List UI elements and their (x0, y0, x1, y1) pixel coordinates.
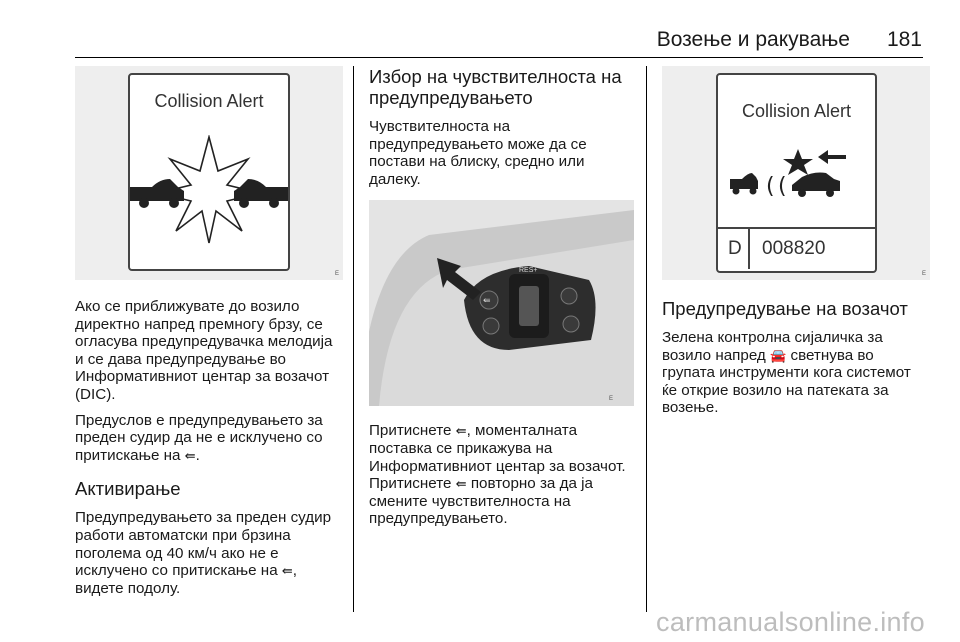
heading-driver-warning: Предупредување на возачот (662, 298, 908, 319)
heading-sensitivity: Избор на чувствителноста на предупредувањето (369, 66, 622, 108)
forward-collision-button-icon: ⇚ (455, 476, 467, 492)
cruise-set-button (563, 316, 579, 332)
cruise-on-button (561, 288, 577, 304)
header-title: Возење и ракување (656, 28, 850, 51)
svg-text:E: E (609, 396, 614, 403)
svg-text:(: ( (778, 174, 787, 199)
forward-collision-button-icon: ⇚ (281, 563, 293, 579)
page-number: 181 (886, 28, 922, 51)
figure-code: E (334, 271, 339, 277)
paragraph-activation: Предупредувањето за преден судир работи автоматски при брзина поголема од 40 км/ч ако не е исклучено со притискање на ⇚, видете подолу. (75, 509, 332, 597)
dic-sensitivity-figure (662, 66, 930, 280)
dic-title: Collision Alert (154, 91, 264, 111)
heading-activation: Активирање (75, 478, 181, 500)
forward-collision-button-icon: ⇚ (455, 423, 467, 439)
paragraph-press-button: Притиснете ⇚, моменталната поставка се прикажува на Информативниот центар за возачот. Притиснете ⇚ повторно за да ја смените чувствителноста на предупредувањето. (369, 422, 626, 528)
column-2 (369, 66, 634, 536)
gear-indicator: D (728, 238, 742, 259)
odometer-readout: 008820 (762, 238, 826, 259)
collision-illustration (130, 135, 288, 245)
steering-wheel-illustration (369, 200, 634, 406)
figure-code: E (921, 271, 926, 277)
column-divider-1 (353, 66, 354, 612)
dic-display (716, 73, 877, 273)
paragraph-approach-warning: Ако се приближувате до возило директно напред премногу брзу, се огласува предупредувачка мелодија и се дава предупредување во Информативниот центар за возачот (DIC). (75, 298, 333, 403)
column-1 (75, 66, 343, 605)
svg-text:RES+: RES+ (519, 267, 538, 275)
alert-star-icon (783, 149, 813, 175)
own-car-icon (730, 173, 758, 195)
page-header (0, 0, 960, 58)
forward-collision-button-icon: ⇚ (184, 447, 196, 463)
vehicle-ahead-icon: 🚘 (770, 347, 787, 363)
dic-title: Collision Alert (741, 101, 852, 121)
dic-display (128, 73, 290, 271)
column-divider-2 (646, 66, 647, 612)
cruise-cancel-button (483, 318, 499, 334)
svg-text:⇚: ⇚ (483, 296, 491, 307)
car-right-icon (234, 179, 288, 208)
vehicle-ahead-icon (792, 173, 840, 198)
paragraph-prerequisite: Предуслов е предупредувањето за преден судир да не е исклучено со притискање на ⇚. (75, 411, 323, 464)
vehicle-ahead-illustration (718, 147, 875, 207)
car-left-icon (130, 179, 184, 208)
column-3 (662, 66, 930, 425)
collision-alert-figure (75, 66, 343, 280)
watermark: carmanualsonline.info (656, 607, 925, 637)
paragraph-sensitivity: Чувствителноста на предупредувањето може да се постави на блиску, средно или далеку. (369, 118, 587, 188)
paragraph-driver-warning: Зелена контролна сијаличка за возило напред 🚘 светнува во групата инструменти кога системот ќе открие возило на патеката за возење. (662, 329, 911, 417)
steering-wheel-figure (369, 200, 634, 406)
approach-arrow-icon (818, 150, 846, 164)
svg-text:(: ( (766, 174, 775, 199)
header-rule (75, 57, 923, 58)
